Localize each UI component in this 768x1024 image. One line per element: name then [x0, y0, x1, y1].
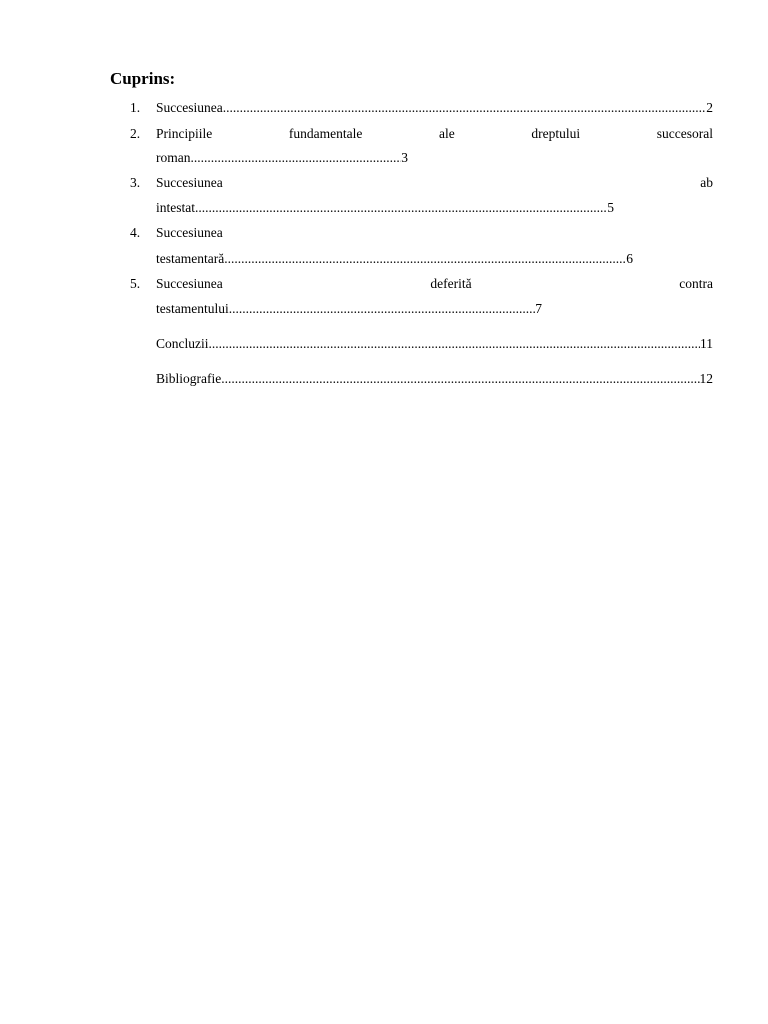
toc-entry-intestat-line1[interactable]: [156, 172, 713, 194]
toc-entry-word: Succesiunea: [156, 276, 223, 291]
toc-entry-label: roman: [156, 150, 191, 165]
toc-title: Cuprins:: [110, 69, 176, 88]
toc-entry-number: 4.: [130, 225, 141, 240]
toc-entry-principiile-line2[interactable]: [156, 147, 408, 169]
toc-page-number: 7: [535, 301, 542, 316]
toc-entry-intestat-line2[interactable]: [156, 197, 614, 219]
toc-page-number: 2: [706, 100, 713, 115]
toc-page-number: 5: [607, 200, 614, 215]
toc-entry-label: testamentului: [156, 301, 229, 316]
toc-entry-testamentara-line2[interactable]: [156, 248, 633, 270]
dot-leader: [195, 197, 607, 219]
toc-entry-word: deferită: [430, 276, 472, 291]
dot-leader: [191, 147, 402, 169]
toc-entry-testamentara-line1[interactable]: [156, 222, 713, 244]
toc-entry-word: succesoral: [656, 126, 713, 141]
toc-entry-deferita-line1[interactable]: [156, 273, 713, 295]
toc-page-number: 6: [626, 251, 633, 266]
toc-entry-word: Principiile: [156, 126, 213, 141]
toc-page-number: 12: [699, 371, 713, 386]
toc-entry-label: Bibliografie: [156, 371, 222, 386]
toc-entry-number: 3.: [130, 175, 141, 190]
toc-entry-number: 1.: [130, 100, 141, 115]
dot-leader: [229, 298, 536, 320]
toc-page-number: 11: [700, 336, 713, 351]
toc-entry-word: ale: [438, 126, 455, 141]
dot-leader: [209, 333, 701, 355]
toc-entry-concluzii[interactable]: [156, 333, 713, 355]
toc-entry-word: dreptului: [531, 126, 581, 141]
dot-leader: [224, 248, 626, 270]
toc-entry-bibliografie[interactable]: [156, 368, 713, 390]
toc-entry-word: Succesiunea: [156, 175, 223, 190]
toc-entry-word: Succesiunea: [156, 225, 223, 240]
toc-entry-label: intestat: [156, 200, 195, 215]
toc-entry-word: contra: [679, 276, 713, 291]
toc-entry-principiile-line1[interactable]: [156, 123, 713, 145]
dot-leader: [221, 368, 699, 390]
dot-leader: [223, 97, 707, 119]
toc-entry-label: testamentară: [156, 251, 225, 266]
toc-entry-label: Concluzii: [156, 336, 209, 351]
toc-entry-word: fundamentale: [288, 126, 363, 141]
toc-entry-label: Succesiunea: [156, 100, 223, 115]
toc-entry-word: ab: [700, 175, 713, 190]
toc-entry-number: 2.: [130, 126, 141, 141]
toc-entry-number: 5.: [130, 276, 141, 291]
toc-page-number: 3: [401, 150, 408, 165]
toc-entry-succesiunea[interactable]: [156, 97, 713, 119]
toc-entry-deferita-line2[interactable]: [156, 298, 542, 320]
